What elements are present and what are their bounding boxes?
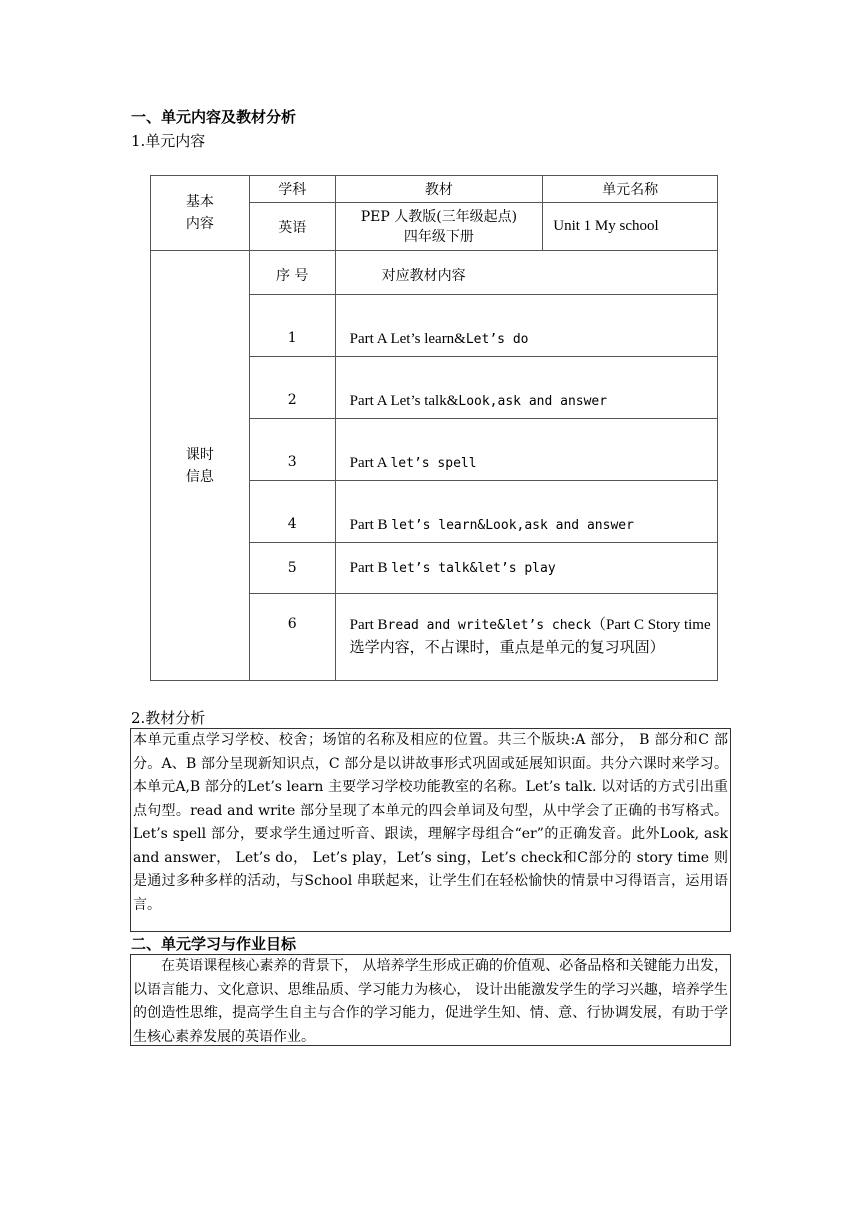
lesson-content: Part A Let’s talk&Look,ask and answer	[335, 357, 717, 419]
lesson-number: 5	[249, 543, 335, 594]
unit-content-table	[150, 175, 718, 681]
learning-goal-box: 在英语课程核心素养的背景下， 从培养学生形成正确的价值观、必备品格和关键能力出发， 以语言能力、文化意识、思维品质、学习能力为核心， 设计出能激发学生的学习兴趣，培养学生的创造性思维，提高学生自主与合作的学习能力，促进学生知、情、意、行协调发展，有助于学生核心素养发展的英语作业。	[130, 954, 731, 1046]
content-header: 对应教材内容	[335, 251, 717, 295]
header-textbook: 教材	[335, 176, 543, 203]
section1-subheading-unit-content: 1.单元内容	[131, 132, 206, 150]
lesson-number: 3	[249, 419, 335, 481]
unit-name-value: Unit 1 My school	[543, 203, 718, 251]
lesson-content: Part Bread and write&let’s check（Part C Story time 选学内容，不占课时，重点是单元的复习巩固）	[335, 594, 717, 681]
header-unit-name: 单元名称	[543, 176, 718, 203]
lesson-number: 6	[249, 594, 335, 681]
basic-content-label: 基本 内容	[151, 176, 250, 251]
lesson-number: 1	[249, 295, 335, 357]
lesson-content: Part B let’s learn&Look,ask and answer	[335, 481, 717, 543]
textbook-analysis-box: 本单元重点学习学校、校舍；场馆的名称及相应的位置。共三个版块:A 部分， B 部分和C 部分。A、B 部分呈现新知识点，C 部分是以讲故事形式巩固或延展知识面。共分六课时来学习。本单元A,B 部分的Let’s learn 主要学习学校功能教室的名称。Let’s talk. 以对话的方式引出重点句型。read and write 部分呈现了本单元的四会单词及句型，从中学会了正确的书写格式。Let’s spell 部分，要求学生通过听音、跟读，理解字母组合“er”的正确发音。此外Look, ask and answer， Let’s do， Let’s play，Let’s sing，Let’s check和C部分的 story time 则是通过多种多样的活动，与School 串联起来，让学生们在轻松愉快的情景中习得语言，运用语言。	[130, 728, 731, 932]
lesson-content: Part A let’s spell	[335, 419, 717, 481]
subject-value: 英语	[249, 203, 335, 251]
lesson-number: 2	[249, 357, 335, 419]
section2-title: 二、单元学习与作业目标	[131, 935, 297, 953]
lesson-number: 4	[249, 481, 335, 543]
header-subject: 学科	[249, 176, 335, 203]
sequence-header: 序 号	[249, 251, 335, 295]
lesson-info-label: 课时 信息	[151, 251, 250, 681]
section1-title: 一、单元内容及教材分析	[131, 108, 297, 126]
textbook-value: PEP 人教版(三年级起点) 四年级下册	[335, 203, 543, 251]
lesson-content: Part A Let’s learn&Let’s do	[335, 295, 717, 357]
section1-subheading-analysis: 2.教材分析	[131, 709, 206, 727]
lesson-content: Part B let’s talk&let’s play	[335, 543, 717, 594]
